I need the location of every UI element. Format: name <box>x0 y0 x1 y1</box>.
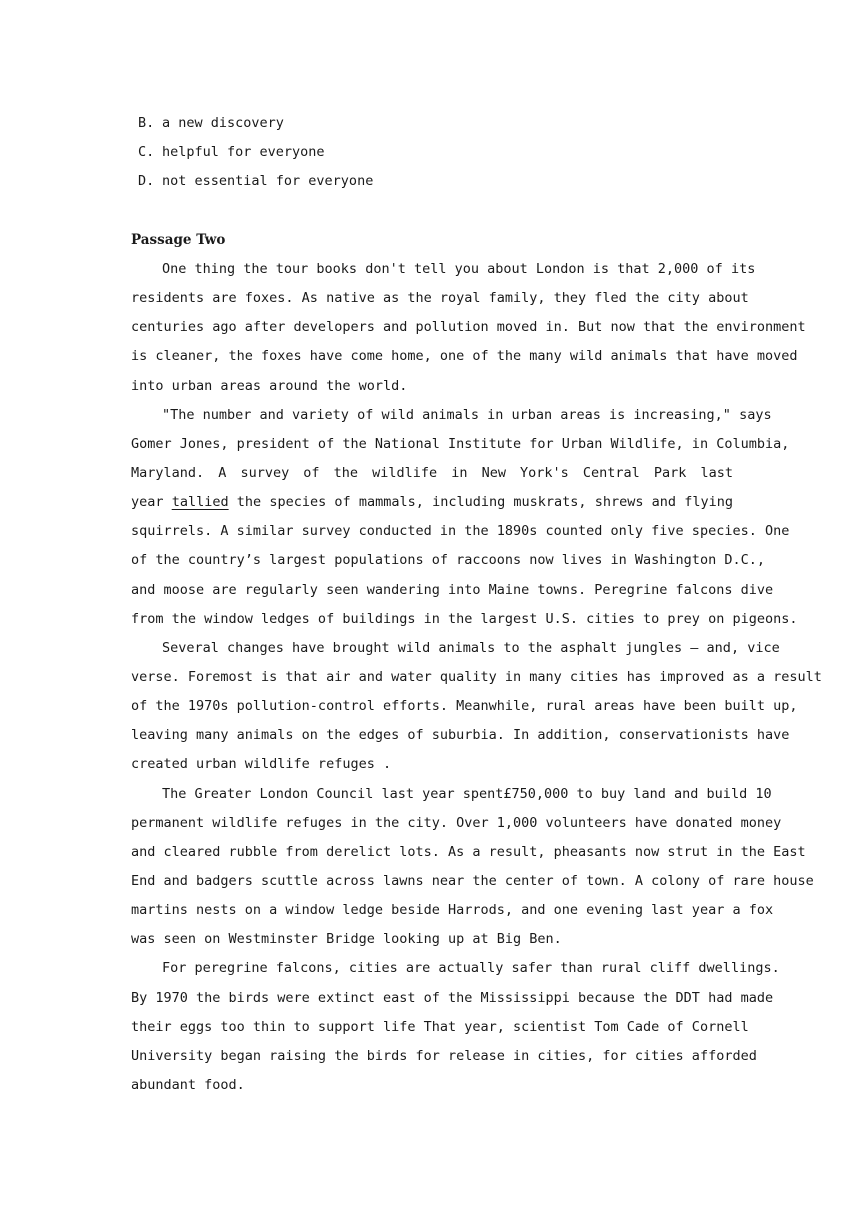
text-line: Several changes have brought wild animals to the asphalt jungles – and, vice <box>162 639 780 656</box>
text-segment: year <box>131 494 172 511</box>
text-segment: the species of mammals, including muskrats, shrews and flying <box>228 494 734 511</box>
text-line: martins nests on a window ledge beside Harrods, and one evening last year a fox <box>131 902 774 919</box>
text-line: residents are foxes. As native as the royal family, they fled the city about <box>131 290 749 307</box>
text-line: One thing the tour books don't tell you about London is that 2,000 of its <box>162 261 756 277</box>
answer-options <box>138 113 373 200</box>
text-line: was seen on Westminster Bridge looking up at Big Ben. <box>131 931 562 948</box>
text-line: By 1970 the birds were extinct east of the Mississippi because the DDT had made <box>131 989 774 1006</box>
option-text: a new discovery <box>162 115 284 131</box>
option-d <box>138 171 373 200</box>
text-line: and cleared rubble from derelict lots. As a result, pheasants now strut in the East <box>131 843 806 860</box>
text-line: into urban areas around the world. <box>131 377 408 394</box>
option-b <box>138 113 373 142</box>
option-text: helpful for everyone <box>162 144 325 160</box>
text-line: abundant food. <box>131 1076 245 1093</box>
passage-body <box>131 258 822 1103</box>
text-line: permanent wildlife refuges in the city. Over 1,000 volunteers have donated money <box>131 814 782 831</box>
text-line: Maryland. A survey of the wildlife in New York's Central Park last <box>131 464 733 481</box>
text-line: Gomer Jones, president of the National Institute for Urban Wildlife, in Columbia, <box>131 435 790 452</box>
underlined-word: tallied <box>171 494 229 511</box>
option-letter: D. <box>138 173 155 189</box>
text-line: centuries ago after developers and pollution moved in. But now that the environment <box>131 319 806 336</box>
text-line: and moose are regularly seen wandering into Maine towns. Peregrine falcons dive <box>131 581 774 598</box>
text-line: from the window ledges of buildings in the largest U.S. cities to prey on pigeons. <box>131 610 798 627</box>
text-line: University began raising the birds for release in cities, for cities afforded <box>131 1047 757 1064</box>
text-line: "The number and variety of wild animals in urban areas is increasing," says <box>162 406 772 423</box>
option-text: not essential for everyone <box>162 173 374 189</box>
option-c <box>138 142 373 171</box>
option-letter: C. <box>138 144 155 160</box>
text-line: For peregrine falcons, cities are actually safer than rural cliff dwellings. <box>162 960 780 977</box>
passage-heading: Passage Two <box>131 232 226 248</box>
text-line: of the 1970s pollution-control efforts. Meanwhile, rural areas have been built up, <box>131 698 798 715</box>
text-line: The Greater London Council last year spent£750,000 to buy land and build 10 <box>162 785 772 802</box>
text-line <box>131 491 733 520</box>
text-line: End and badgers scuttle across lawns near the center of town. A colony of rare house <box>131 872 814 889</box>
text-line: squirrels. A similar survey conducted in the 1890s counted only five species. One <box>131 523 790 540</box>
text-line: verse. Foremost is that air and water quality in many cities has improved as a result <box>131 668 822 685</box>
text-line: their eggs too thin to support life That year, scientist Tom Cade of Cornell <box>131 1018 749 1035</box>
option-letter: B. <box>138 115 155 131</box>
text-line: of the country’s largest populations of raccoons now lives in Washington D.C., <box>131 552 765 569</box>
text-line: created urban wildlife refuges . <box>131 756 392 773</box>
text-line: is cleaner, the foxes have come home, one of the many wild animals that have moved <box>131 348 798 365</box>
text-line: leaving many animals on the edges of suburbia. In addition, conservationists have <box>131 727 790 744</box>
